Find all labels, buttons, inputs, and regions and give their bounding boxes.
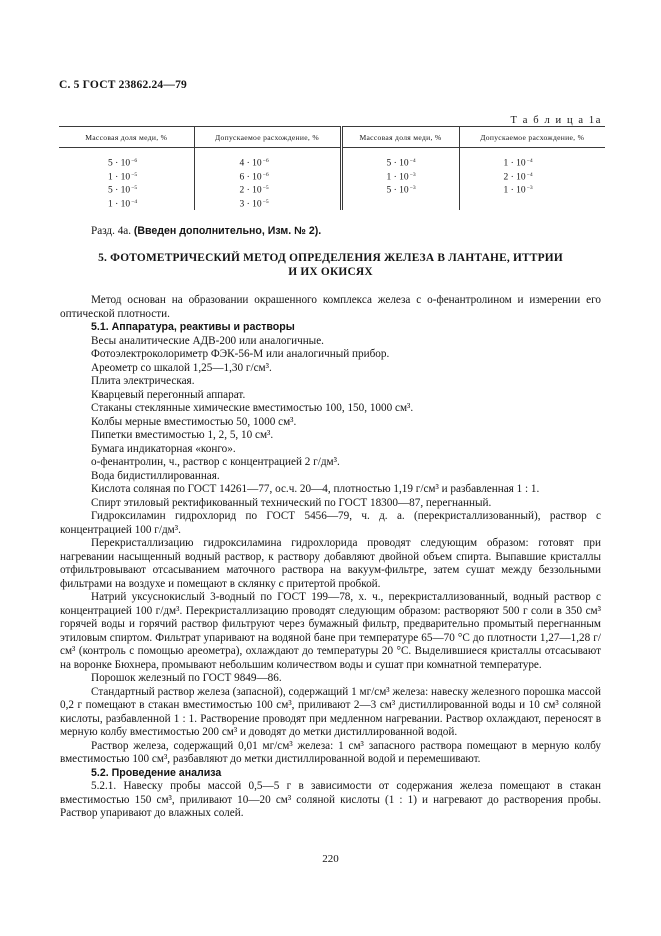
table-value-mantissa: 3 · 10 (239, 199, 262, 210)
table-value (240, 170, 340, 184)
table-value (504, 156, 606, 170)
list-item: Стаканы стеклянные химические вместимостью 100, 150, 1000 см³. (91, 402, 414, 414)
list-item: Плита электрическая. (91, 375, 195, 387)
table-value-exponent: −3 (526, 185, 533, 192)
table-value-exponent: −4 (526, 158, 533, 164)
list-item: Фотоэлектроколориметр ФЭК-56-М или аналогичный прибор. (91, 348, 390, 360)
list-item: о-фенантролин, ч., раствор с концентрацией 2 г/дм³. (91, 456, 340, 468)
paragraph-recrystallization: Перекристаллизацию гидроксиламина гидрохлорида проводят следующим образом: готовят при нагревании насыщенный водный раствор, к раствору добавляют двойной объем спирта. Выпавшие кристаллы отфильтровывают отсасыванием маточного раствора на вакуум-фильтре, затем сушат между беззольными фильтрами на воздухе и помещают в склянку с притертой пробкой. (60, 537, 601, 590)
table-value (108, 156, 194, 170)
table-value-exponent: −5 (131, 171, 138, 178)
paragraph-working-solution: Раствор железа, содержащий 0,01 мг/см³ железа: 1 см³ запасного раствора помещают в мерную колбу вместимостью 100 см³, разбавляют до метки дистиллированной водой и перемешивают. (60, 739, 601, 765)
subsection-heading: 5.1. Аппаратура, реактивы и растворы (91, 321, 295, 333)
table-value-mantissa: 5 · 10 (386, 158, 409, 169)
section-title (60, 251, 601, 280)
list-item: Весы аналитические АДВ-200 или аналогичные. (91, 334, 324, 347)
page-header: С. 5 ГОСТ 23862.24—79 (59, 79, 187, 91)
table-value (108, 197, 194, 211)
table-value (240, 183, 340, 197)
table-value-exponent: −3 (409, 185, 416, 192)
table-value (240, 197, 340, 211)
table-cell (59, 148, 194, 211)
table-value-exponent: −6 (131, 158, 138, 164)
table-value-mantissa: 4 · 10 (239, 158, 262, 169)
table-value (387, 170, 459, 184)
column-header: Допускаемое расхождение, % (459, 127, 605, 148)
table-value (108, 170, 194, 184)
column-header: Допускаемое расхождение, % (194, 127, 341, 148)
table-value-mantissa: 1 · 10 (108, 171, 131, 182)
table-value-exponent: −4 (131, 198, 138, 205)
list-item: Ареометр со шкалой 1,25—1,30 г/см³. (91, 361, 272, 374)
list-item: Колбы мерные вместимостью 50, 1000 см³. (91, 415, 297, 428)
table-value-exponent: −3 (409, 171, 416, 178)
paragraph-stock-solution: Стандартный раствор железа (запасной), содержащий 1 мг/см³ железа: навеску железного порошка массой 0,2 г помещают в стакан вместимостью 100 см³, приливают 2—3 см³ дистиллированной воды и 10 см³ соляной кислоты, разбавленной 1 : 1. Растворение проводят при медленном нагревании. Раствор охлаждают, переносят в мерную колбу вместимостью 200 см³ и доводят до метки дистиллированной водой. (60, 685, 601, 738)
table-value-exponent: −6 (262, 171, 269, 178)
amendment-note-prefix: Разд. 4а. (91, 225, 134, 237)
list-item: Кислота соляная по ГОСТ 14261—77, ос.ч. 20—4, плотностью 1,19 г/см³ и разбавленная 1 : 1. (91, 483, 540, 495)
paragraph-sodium-acetate: Натрий уксуснокислый 3-водный по ГОСТ 199—78, х. ч., перекристаллизованный, водный раствор с концентрацией 100 г/дм³. Перекристаллизацию проводят следующим образом: растворяют 500 г соли в 350 см³ горячей воды и горячий раствор фильтруют через бумажный фильтр, предварительно промытый перегнанным этиловым спиртом. Фильтрат упаривают на водяной бане при температуре 65—70 °С до плотности 1,27—1,28 г/см³ (контроль с помощью ареометра), охлаждают до температуры 20 °С. Выделившиеся кристаллы отсасывают на воронке Бюхнера, промывают небольшим количеством воды и сушат при комнатной температуре. (60, 591, 601, 671)
section-title-line: 5. ФОТОМЕТРИЧЕСКИЙ МЕТОД ОПРЕДЕЛЕНИЯ ЖЕЛЕЗА В ЛАНТАНЕ, ИТТРИИ (98, 252, 563, 264)
table-value (387, 183, 459, 197)
table-value-mantissa: 5 · 10 (108, 185, 131, 196)
amendment-note (91, 225, 321, 237)
amendment-note-bold: (Введен дополнительно, Изм. № 2). (133, 225, 322, 237)
paragraph-iron-powder: Порошок железный по ГОСТ 9849—86. (91, 672, 282, 684)
table-cell (341, 148, 459, 211)
table-value-mantissa: 1 · 10 (386, 171, 409, 182)
table-value-mantissa: 1 · 10 (503, 158, 526, 169)
page-number: 220 (322, 853, 339, 865)
table-value-mantissa: 6 · 10 (239, 171, 262, 182)
table-value-exponent: −4 (409, 158, 416, 164)
table-value-exponent: −5 (262, 185, 269, 192)
list-item: Кварцевый перегонный аппарат. (91, 388, 246, 401)
list-item: Бумага индикаторная «конго». (91, 442, 236, 455)
tolerance-table (59, 126, 605, 210)
list-item: Спирт этиловый ректификованный технический по ГОСТ 18300—87, перегнанный. (91, 496, 492, 509)
table-value (387, 156, 459, 170)
list-item: Пипетки вместимостью 1, 2, 5, 10 см³. (91, 429, 274, 441)
subsection-heading: 5.2. Проведение анализа (91, 766, 222, 779)
table-caption: Т а б л и ц а 1а (510, 115, 602, 126)
table-value-exponent: −4 (526, 171, 533, 178)
list-item: Вода бидистиллированная. (91, 469, 220, 482)
table-value-mantissa: 2 · 10 (503, 171, 526, 182)
table-value-mantissa: 1 · 10 (503, 185, 526, 196)
table-value (240, 156, 340, 170)
section-title-line: И ИХ ОКИСЯХ (288, 266, 373, 279)
table-value-exponent: −5 (131, 185, 138, 192)
table-value-mantissa: 5 · 10 (108, 158, 131, 169)
paragraph-5-2-1: 5.2.1. Навеску пробы массой 0,5—5 г в зависимости от содержания железа помещают в стакан вместимостью 150 см³, приливают 10—20 см³ соляной кислоты (1 : 1) и нагревают до растворения пробы. Раствор упаривают до влажных солей. (60, 780, 601, 819)
table-row (59, 148, 605, 211)
table-value (504, 183, 606, 197)
table-value-mantissa: 5 · 10 (386, 185, 409, 196)
paragraph-intro: Метод основан на образовании окрашенного комплекса железа с о-фенантролином и измерении его оптической плотности. (60, 294, 601, 320)
table-value-exponent: −5 (262, 198, 269, 205)
table-cell (459, 148, 605, 211)
body-text (60, 294, 601, 821)
column-header: Массовая доля меди, % (341, 127, 459, 148)
table-value (108, 183, 194, 197)
table-value (504, 170, 606, 184)
column-header: Массовая доля меди, % (59, 127, 194, 148)
table-value-exponent: −6 (262, 158, 269, 164)
table-cell (194, 148, 341, 211)
table-value-mantissa: 1 · 10 (108, 199, 131, 210)
table-header-row (59, 127, 605, 148)
paragraph-hydroxylamine: Гидроксиламин гидрохлорид по ГОСТ 5456—79, ч. д. а. (перекристаллизованный), раствор с концентрацией 100 г/дм³. (60, 510, 601, 536)
table-value-mantissa: 2 · 10 (239, 185, 262, 196)
